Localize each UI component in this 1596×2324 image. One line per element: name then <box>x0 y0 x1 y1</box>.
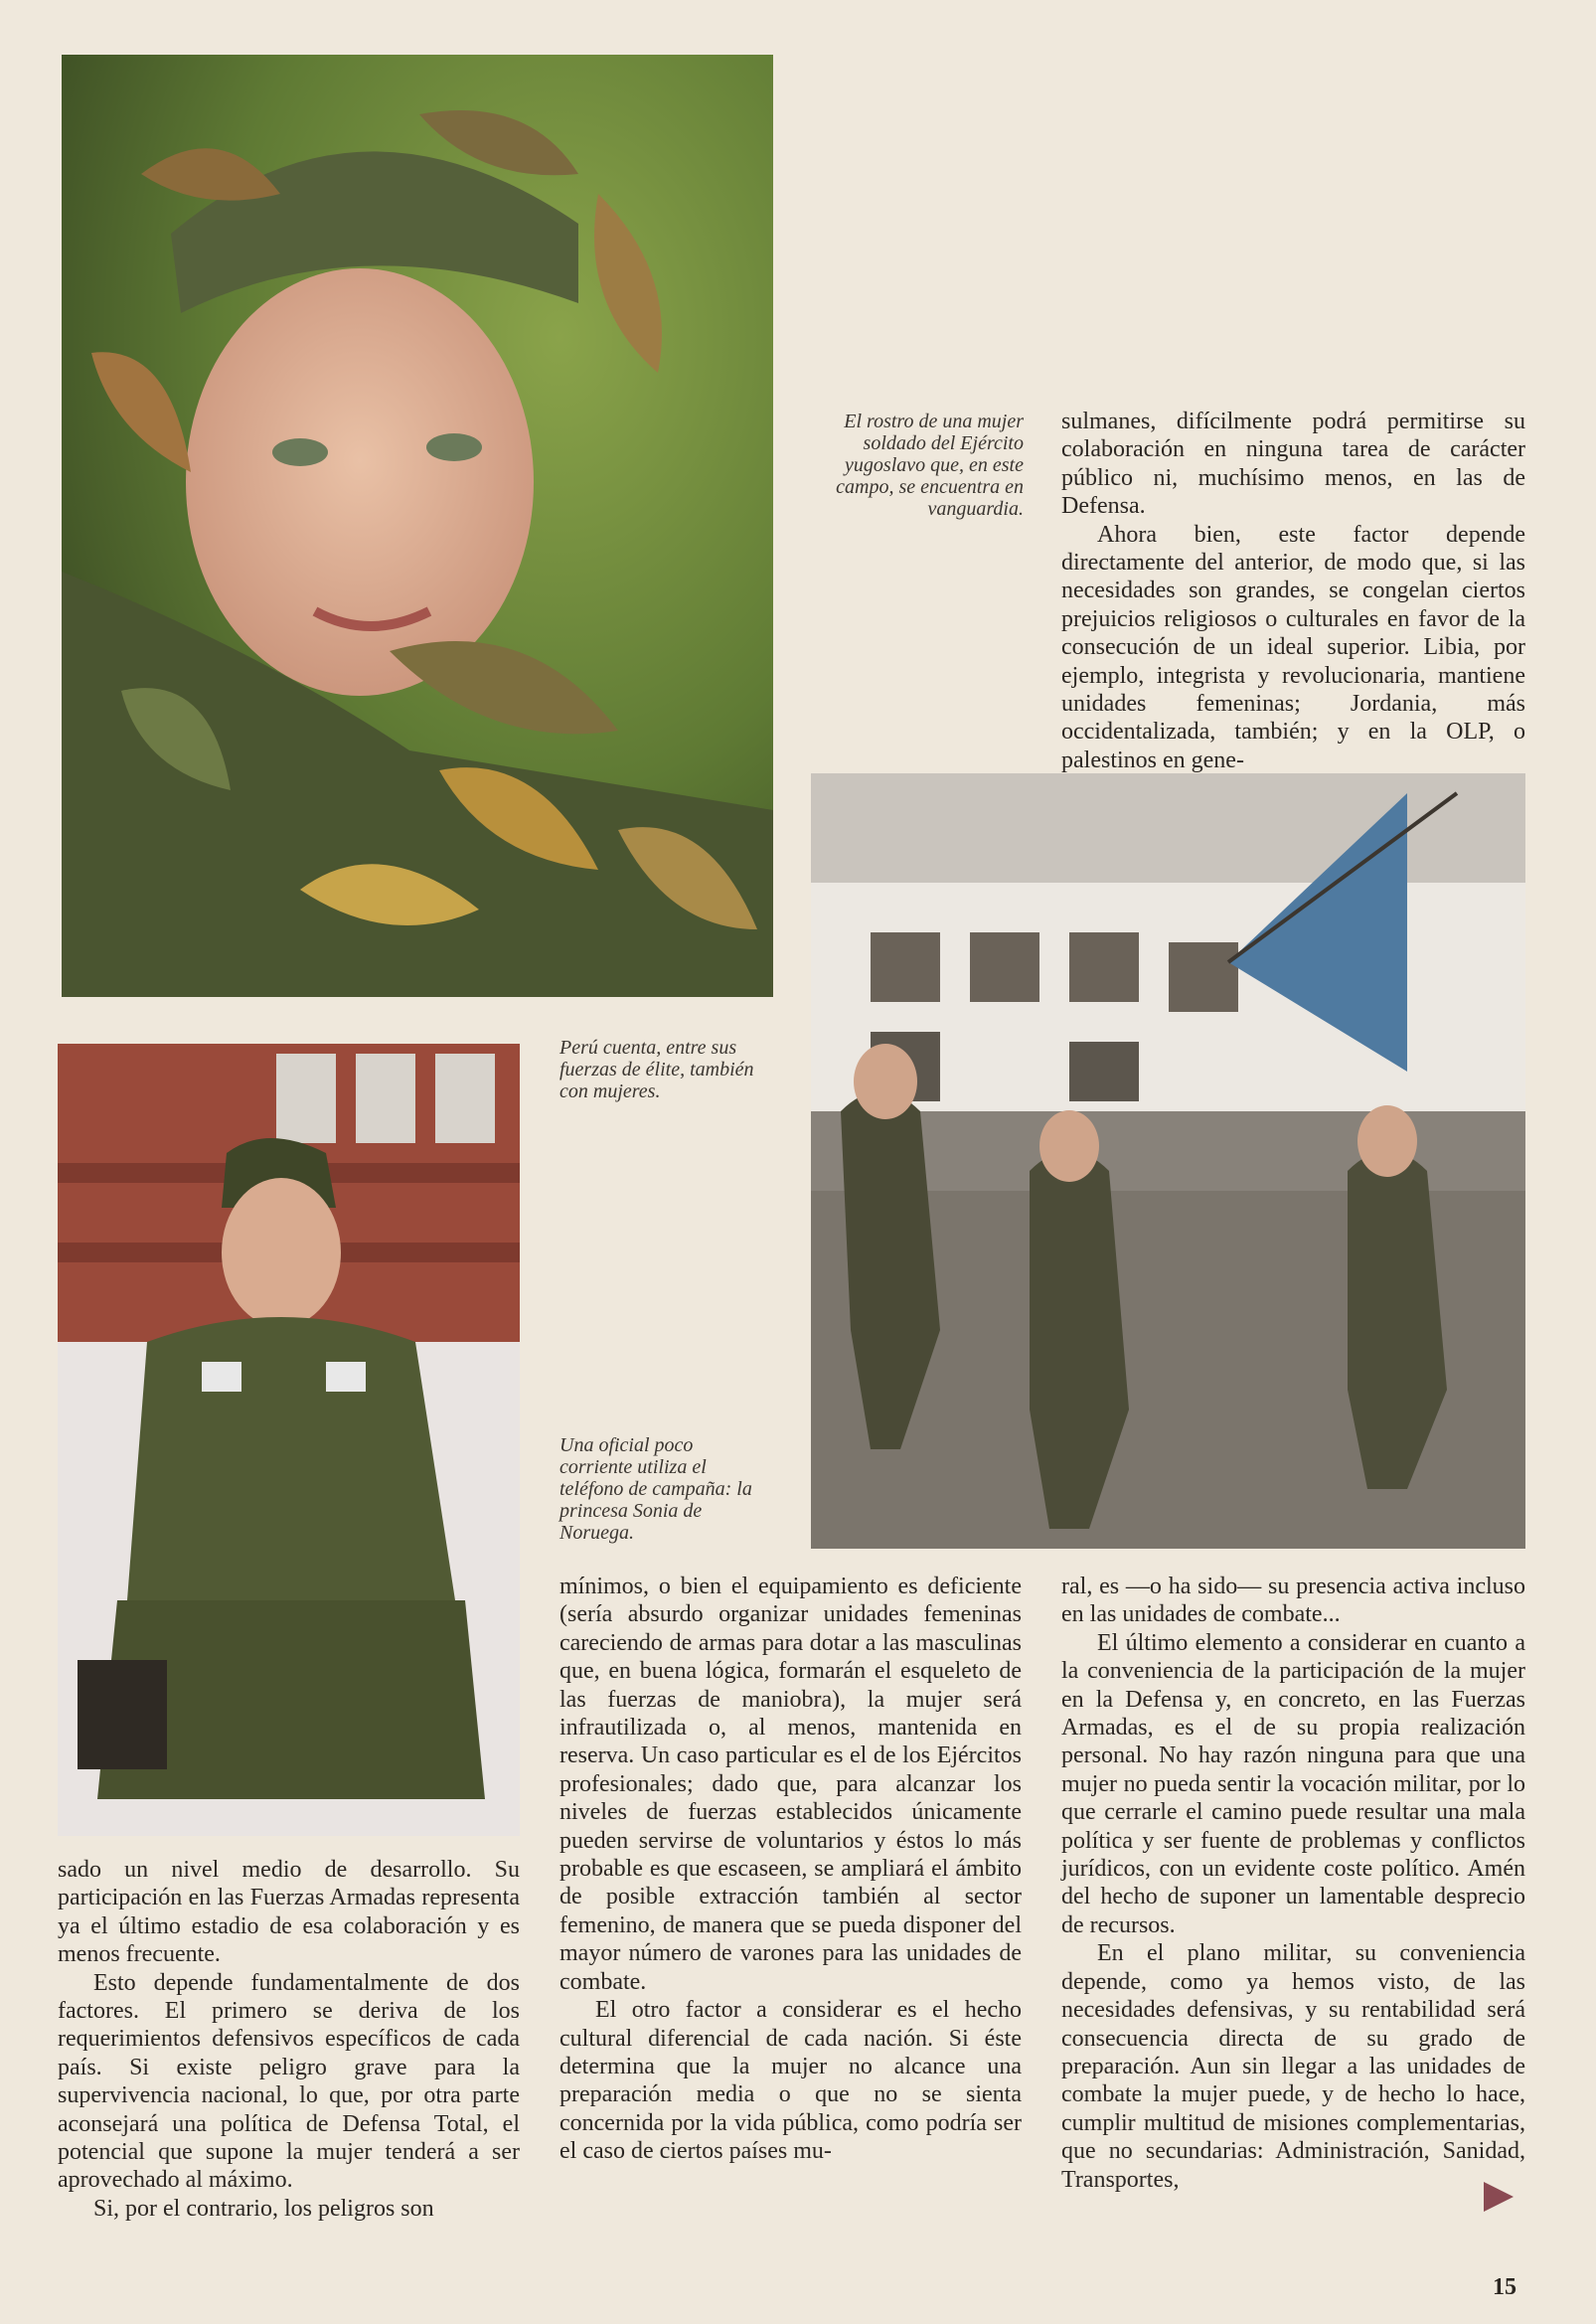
paragraph: Ahora bien, este factor depende directamente del anterior, de modo que, si las necesidades son grandes, se congelan ciertos prejuicios religiosos o culturales en favor de la consecución de un ideal superior. Libia, por ejemplo, integrista y revolucionaria, mantiene unidades femeninas; Jordania, más occidentalizada, también; y en la OLP, o palestinos en gene- <box>1061 521 1525 773</box>
photo-peru-parade <box>811 773 1525 1549</box>
paragraph: mínimos, o bien el equipamiento es deficiente (sería absurdo organizar unidades femeninas careciendo de armas para dotar a las masculinas que, en buena lógica, formarán el esqueleto de las fuerzas de maniobra), la mujer será infrautilizada o, al menos, mantenida en reserva. Un caso particular es el de los Ejércitos profesionales; dado que, para alcanzar los niveles de fuerzas establecidos únicamente pueden servirse de voluntarios y éstos lo más probable es que escaseen, se ampliará el ámbito de posible extracción también al sector femenino, de manera que se pueda disponer del mayor número de varones para las unidades de combate. <box>559 1574 1022 1995</box>
caption-peru: Perú cuenta, entre sus fuerzas de élite, también con mujeres. <box>559 1037 754 1102</box>
triangle-right-icon <box>1484 2182 1514 2212</box>
photo-yugoslav-soldier <box>62 55 773 997</box>
paragraph: Si, por el contrario, los peligros son <box>93 2195 434 2222</box>
article-column-right <box>1061 1573 1525 2194</box>
caption-princess-sonia: Una oficial poco corriente utiliza el teléfono de campaña: la princesa Sonia de Noruega. <box>559 1434 752 1544</box>
paragraph: En el plano militar, su conveniencia depende, como ya hemos visto, de las necesidades defensivas, y su rentabilidad será consecuencia directa de su grado de preparación. Aun sin llegar a las unidades de combate la mujer puede, y de hecho lo hace, cumplir multitud de misiones complementarias, que no secundarias: Administración, Sanidad, Transportes, <box>1061 1940 1525 2193</box>
caption-yugoslav-soldier: El rostro de una mujer soldado del Ejército yugoslavo que, en este campo, se encuentra en vanguardia. <box>836 411 1024 520</box>
article-column-upper-right <box>1061 408 1525 774</box>
paragraph: sado un nivel medio de desarrollo. Su participación en las Fuerzas Armadas representa ya el último estadio de esa colaboración y es menos frecuente. <box>58 1857 520 1968</box>
page-number: 15 <box>1493 2274 1516 2300</box>
article-column-left <box>58 1856 520 2223</box>
paragraph: Esto depende fundamentalmente de dos factores. El primero se deriva de los requerimientos defensivos específicos de cada país. Si existe peligro grave para la supervivencia nacional, lo que, por otra parte aconsejará una política de Defensa Total, el potencial que supone la mujer tenderá a ser aprovechado al máximo. <box>58 1969 520 2194</box>
paragraph: ral, es —o ha sido— su presencia activa incluso en las unidades de combate... <box>1061 1574 1525 1628</box>
paragraph: sulmanes, difícilmente podrá permitirse su colaboración en ninguna tarea de carácter público ni, muchísimo menos, en las de Defensa. <box>1061 409 1525 520</box>
paragraph: El último elemento a considerar en cuanto a la conveniencia de la participación de la mujer en la Defensa y, en concreto, en las Fuerzas Armadas, es el de su propia realización personal. No hay razón ninguna para que una mujer no pueda sentir la vocación militar, por lo que cerrarle el camino puede resultar una mala política y ser fuente de problemas y conflictos jurídicos, con un evidente coste político. Amén del hecho de suponer un lamentable desprecio de recursos. <box>1061 1629 1525 1938</box>
photo-princess-sonia <box>58 1044 520 1836</box>
paragraph: El otro factor a considerar es el hecho cultural diferencial de cada nación. Si éste determina que la mujer no alcance una preparación media o que no se sienta concernida por la vida pública, como podría ser el caso de ciertos países mu- <box>559 1997 1022 2165</box>
article-column-middle <box>559 1573 1022 2166</box>
